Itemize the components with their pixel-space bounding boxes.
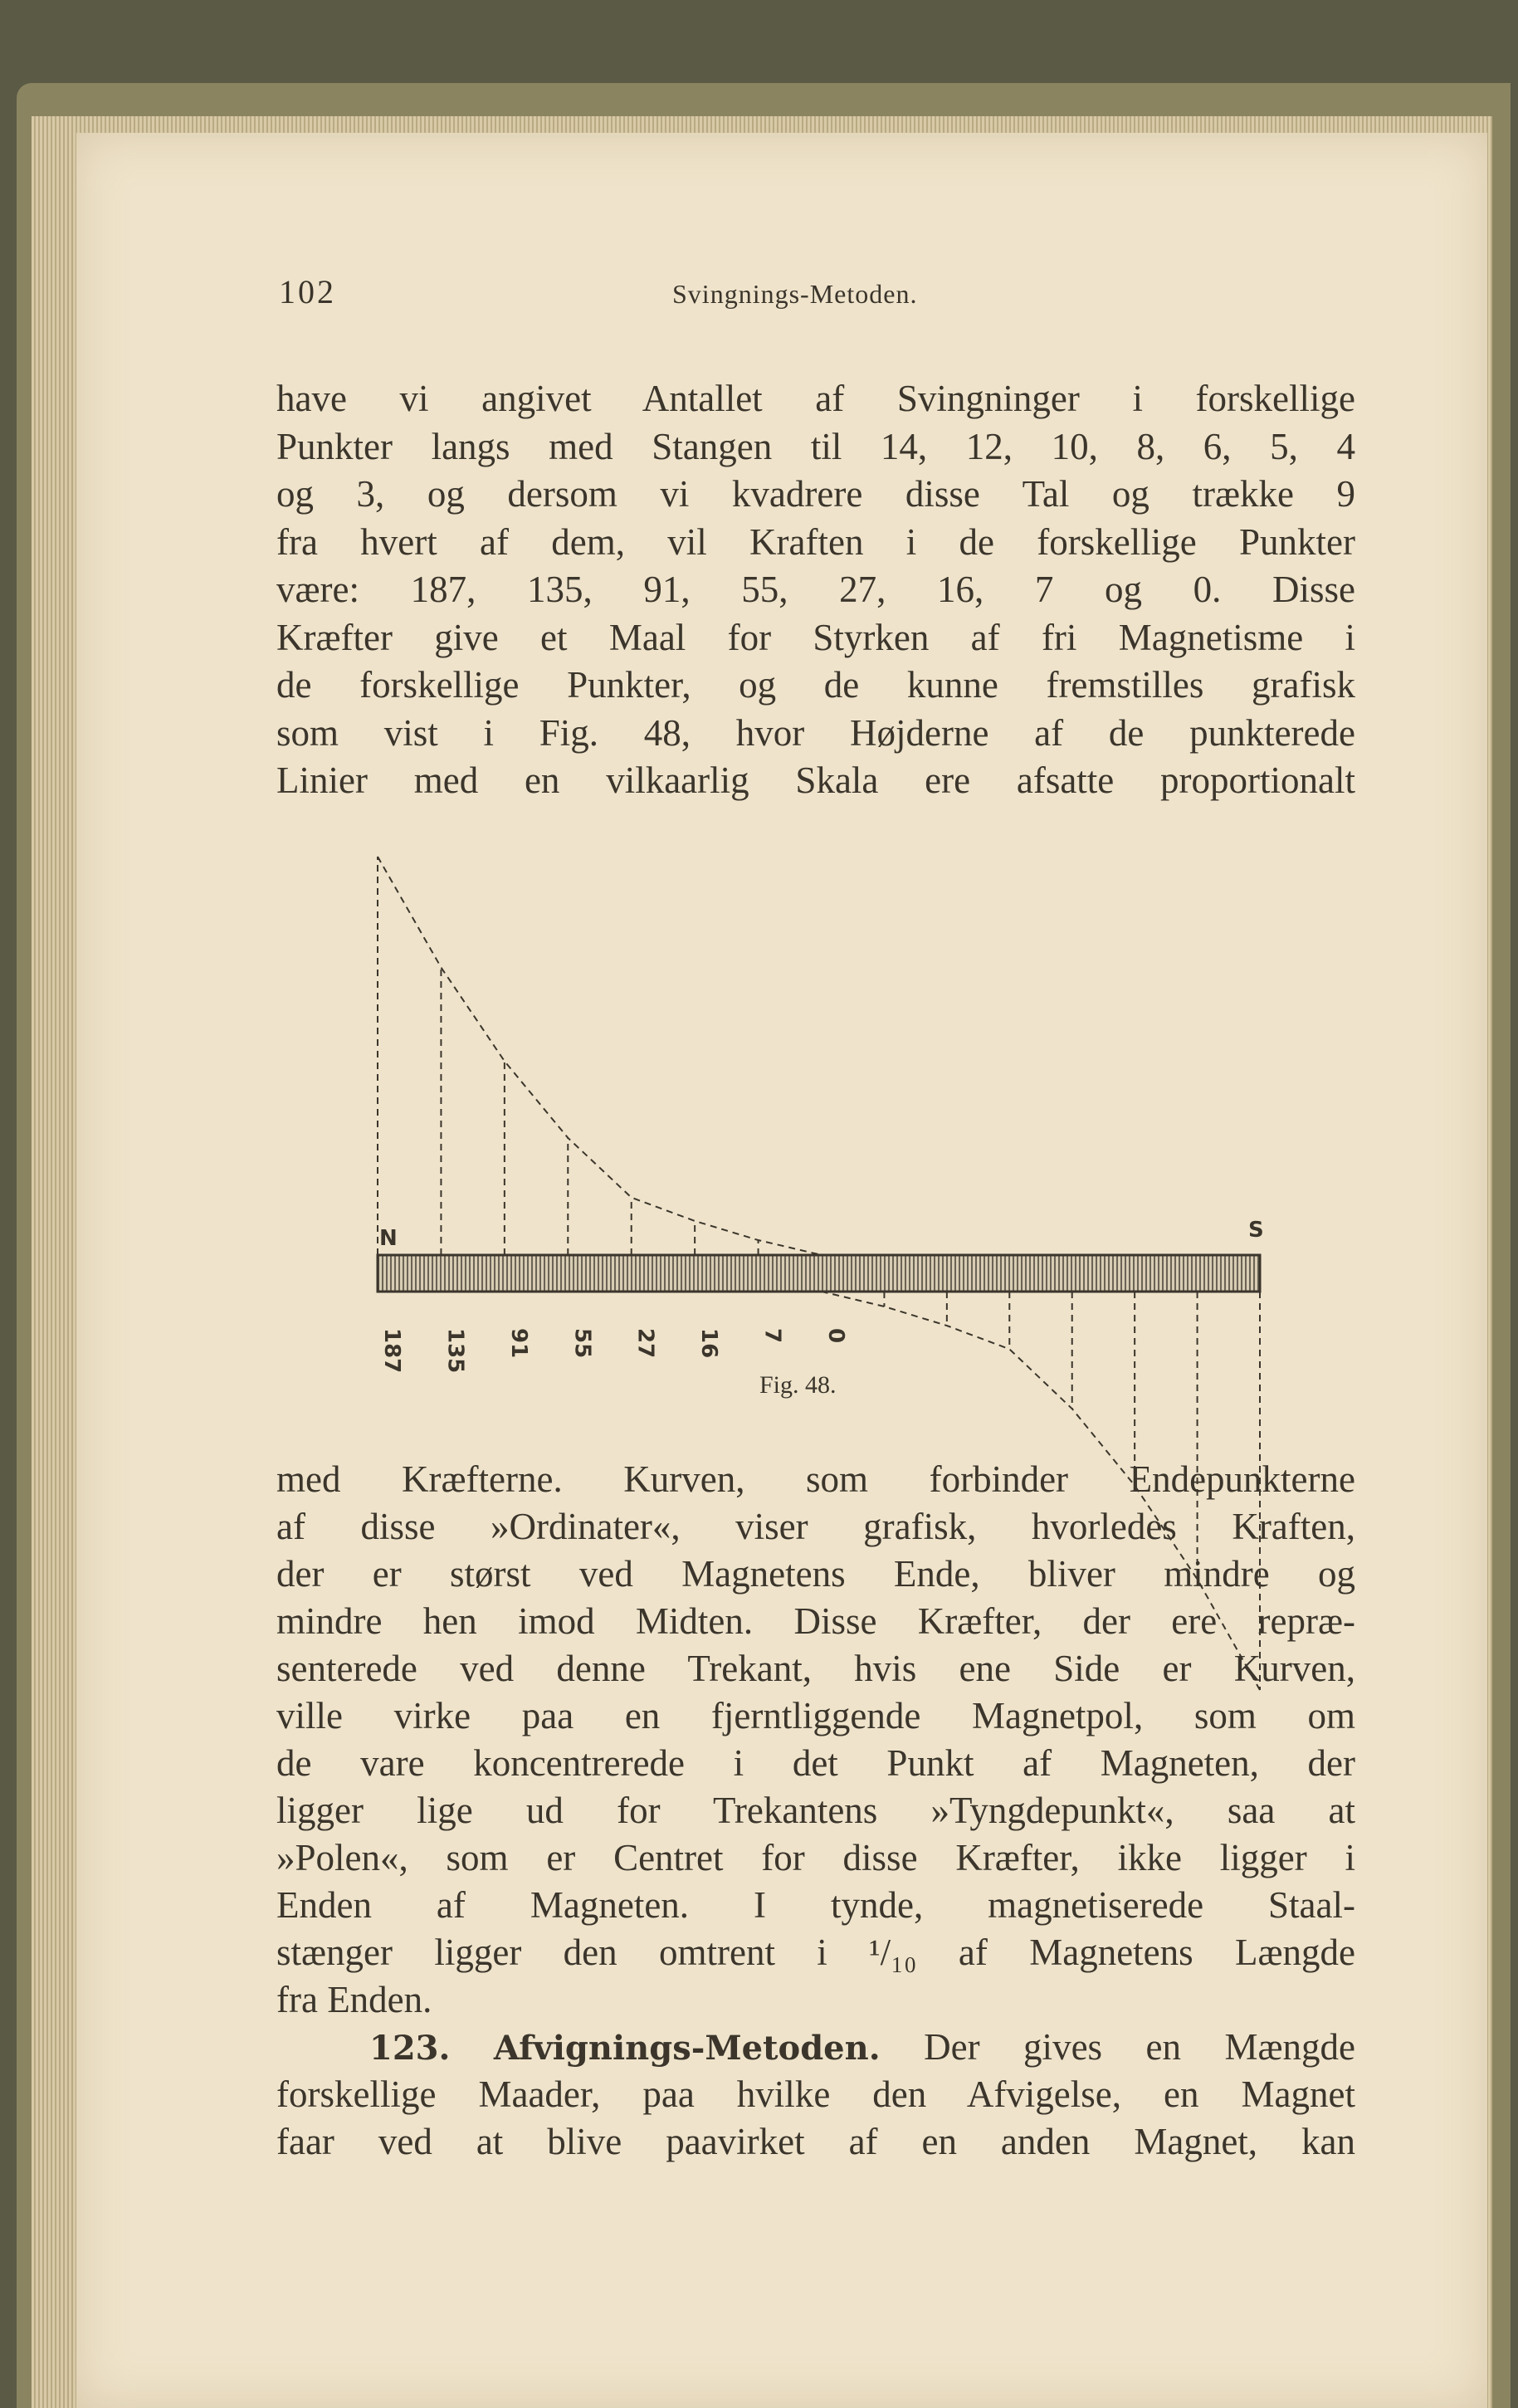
value-label: 91 [505,1328,531,1359]
section-title: Afvignings-Metoden. [493,2029,881,2068]
magnet-bar [378,1255,1260,1292]
text-line: og 3, og dersom vi kvadrere disse Tal og trække 9 [276,473,1355,515]
text-line: ligger lige ud for Trekantens »Tyngdepunkt«, saa at [276,1790,1355,1831]
text-line: med Kræfterne. Kurven, som forbinder Endepunkterne [276,1458,1355,1500]
text-line: af disse »Ordinater«, viser grafisk, hvorledes Kraften, [276,1506,1355,1547]
section-heading-line [276,2026,1355,2069]
text-line: Enden af Magneten. I tynde, magnetiserede Staal- [276,1884,1355,1926]
south-pole-label: S [1248,1218,1264,1243]
section-number: 123. [369,2029,451,2068]
text-line: senterede ved denne Trekant, hvis ene Side er Kurven, [276,1648,1355,1689]
text-line: Der gives en Mængde [880,2026,1356,2068]
value-label: 187 [379,1328,404,1374]
north-pole-label: N [379,1226,398,1251]
text-line: fra hvert af dem, vil Kraften i de forskellige Punkter [276,520,1355,563]
text-line: faar ved at blive paavirket af en anden Magnet, kan [276,2121,1355,2162]
running-title: Svingnings-Metoden. [672,279,918,309]
text-line: »Polen«, som er Centret for disse Kræfter, ikke ligger i [276,1837,1355,1878]
text-line: forskellige Maader, paa hvilke den Afvigelse, en Magnet [276,2073,1355,2115]
text-line: fra Enden. [276,1979,432,2020]
value-label: 0 [823,1328,848,1344]
text-line: ville virke paa en fjerntliggende Magnetpol, som om [276,1695,1355,1736]
text-line: Kræfter give et Maal for Styrken af fri Magnetisme i [276,616,1355,658]
text-line: være: 187, 135, 91, 55, 27, 16, 7 og 0. Disse [276,569,1355,610]
text-line: de forskellige Punkter, og de kunne fremstilles grafisk [276,664,1355,706]
force-curve-north [378,857,822,1255]
text-line: Punkter langs med Stangen til 14, 12, 10, 8, 6, 5, 4 [276,425,1355,467]
text-line: stænger ligger den omtrent i ¹/₁₀ af Magnetens Længde [276,1932,1355,1973]
text-line: de vare koncentrerede i det Punkt af Magneten, der [276,1742,1355,1784]
text-line: Linier med en vilkaarlig Skala ere afsatte proportionalt [276,760,1355,801]
value-label: 16 [696,1328,722,1359]
value-label: 135 [442,1328,468,1374]
figure-caption: Fig. 48. [759,1371,837,1399]
text-line: mindre hen imod Midten. Disse Kræfter, der ere repræ- [276,1600,1355,1642]
text-line: have vi angivet Antallet af Svingninger i forskellige [276,378,1355,419]
page-number: 102 [279,273,336,310]
text-line: som vist i Fig. 48, hvor Højderne af de punkterede [276,711,1355,754]
value-label: 7 [759,1328,785,1344]
value-label: 27 [632,1328,658,1359]
text-line: der er størst ved Magnetens Ende, bliver mindre og [276,1553,1355,1595]
value-label: 55 [569,1328,595,1359]
